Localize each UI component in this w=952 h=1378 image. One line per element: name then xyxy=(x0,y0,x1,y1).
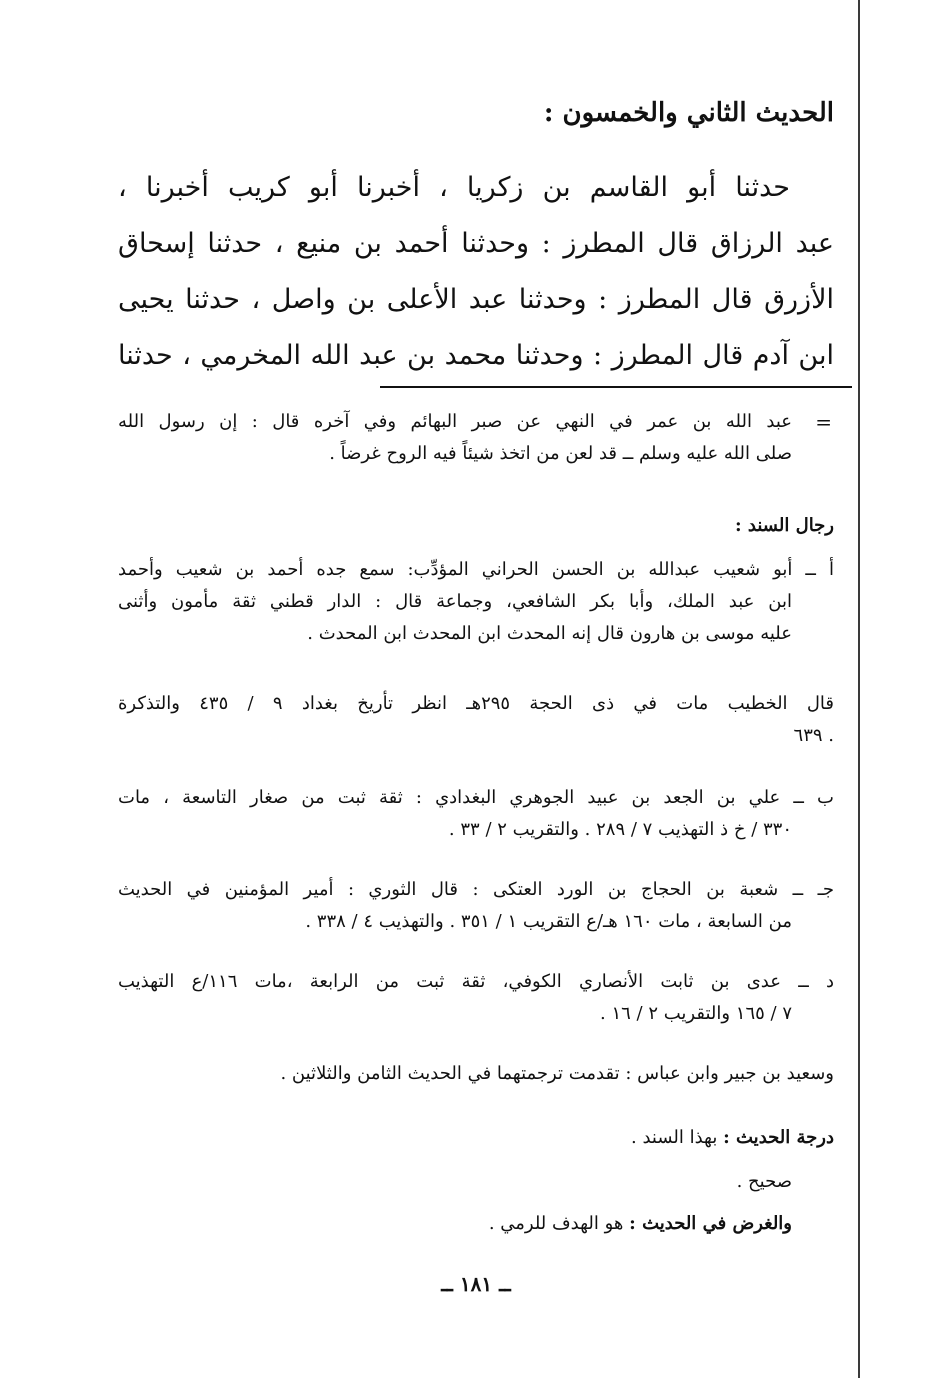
grade-verdict-row xyxy=(118,1166,834,1198)
footnote xyxy=(118,406,834,470)
narrator-line: من السابعة ، مات ١٦٠ هـ/ع التقريب ١ / ٣٥١ . والتهذيب ٤ / ٣٣٨ . xyxy=(305,911,792,932)
narrator-line: د ــ عدى بن ثابت الأنصاري الكوفي، ثقة ثبت من الرابعة ،مات ١١٦/ع التهذيب xyxy=(118,971,835,992)
grade-label: درجة الحديث : xyxy=(723,1127,834,1148)
main-line: الأزرق قال المطرز : وحدثنا عبد الأعلى بن واصل ، حدثنا يحيى xyxy=(118,284,834,315)
footnote-marker: = xyxy=(815,410,832,434)
narrator-line: أ ــ أبو شعيب عبدالله بن الحسن الحراني المؤدِّب: سمع جده أحمد بن شعيب وأحمد xyxy=(118,559,834,580)
page-number: ــ ١٨١ ــ xyxy=(441,1272,511,1296)
narrator-entry xyxy=(118,1058,834,1090)
purpose-label: والغرض في الحديث : xyxy=(629,1213,792,1234)
narrator-line: . ٦٣٩ xyxy=(793,725,834,746)
narrator-line: ابن عبد الملك، وأبا بكر الشافعي، وجماعة قال : الدار قطني ثقة مأمون وأثنى xyxy=(118,591,792,612)
narrator-entry xyxy=(118,554,834,650)
main-line: ابن آدم قال المطرز : وحدثنا محمد بن عبد الله المخرمي ، حدثنا xyxy=(118,340,834,371)
main-text xyxy=(118,160,834,384)
narrator-line: ٣٣٠ / خ ذ التهذيب ٧ / ٢٨٩ . والتقريب ٢ / ٣٣ . xyxy=(448,819,792,840)
page-edge-line xyxy=(858,0,860,1378)
narrator-line: ب ــ علي بن الجعد بن عبيد الجوهري البغدادي : ثقة ثبت من صغار التاسعة ، مات xyxy=(118,787,834,808)
narrator-line: وسعيد بن جبير وابن عباس : تقدمت ترجمتهما في الحديث الثامن والثلاثين . xyxy=(280,1063,834,1084)
main-line: عبد الرزاق قال المطرز : وحدثنا أحمد بن منيع ، حدثنا إسحاق xyxy=(118,228,834,259)
narrator-entry xyxy=(118,782,834,846)
narrator-line: جـ ــ شعبة بن الحجاج بن الورد العتكى : قال الثوري : أمير المؤمنين في الحديث xyxy=(118,879,834,900)
main-line: حدثنا أبو القاسم بن زكريا ، أخبرنا أبو كريب أخبرنا ، xyxy=(118,172,790,203)
narrator-entry xyxy=(118,874,834,938)
footnote-line: صلى الله عليه وسلم ــ قد لعن من اتخذ شيئاً فيه الروح غرضاً . xyxy=(329,443,792,464)
grade-value: بهذا السند . xyxy=(631,1127,718,1148)
narrator-line: قال الخطيب مات في ذى الحجة ٢٩٥هـ انظر تأريخ بغداد ٩ / ٤٣٥ والتذكرة xyxy=(118,693,834,714)
hadith-grade xyxy=(118,1122,834,1154)
narrator-entry xyxy=(118,688,834,752)
rijal-heading xyxy=(118,510,834,542)
narrator-line: ٧ / ١٦٥ والتقريب ٢ / ١٦ . xyxy=(600,1003,792,1024)
footnote-separator xyxy=(380,386,852,388)
purpose-value: هو الهدف للرمي . xyxy=(488,1213,624,1234)
rijal-heading-text: رجال السند : xyxy=(735,515,834,536)
grade-verdict: صحيح . xyxy=(736,1171,792,1192)
narrator-entry xyxy=(118,966,834,1030)
narrator-line: عليه موسى بن هارون قال إنه المحدث ابن المحدث ابن المحدث . xyxy=(307,623,792,644)
hadith-purpose xyxy=(118,1208,834,1240)
footnote-line: عبد الله بن عمر في النهي عن صبر البهائم وفي آخره قال : إن رسول الله xyxy=(118,411,792,432)
hadith-title: الحديث الثاني والخمسون : xyxy=(543,98,834,128)
